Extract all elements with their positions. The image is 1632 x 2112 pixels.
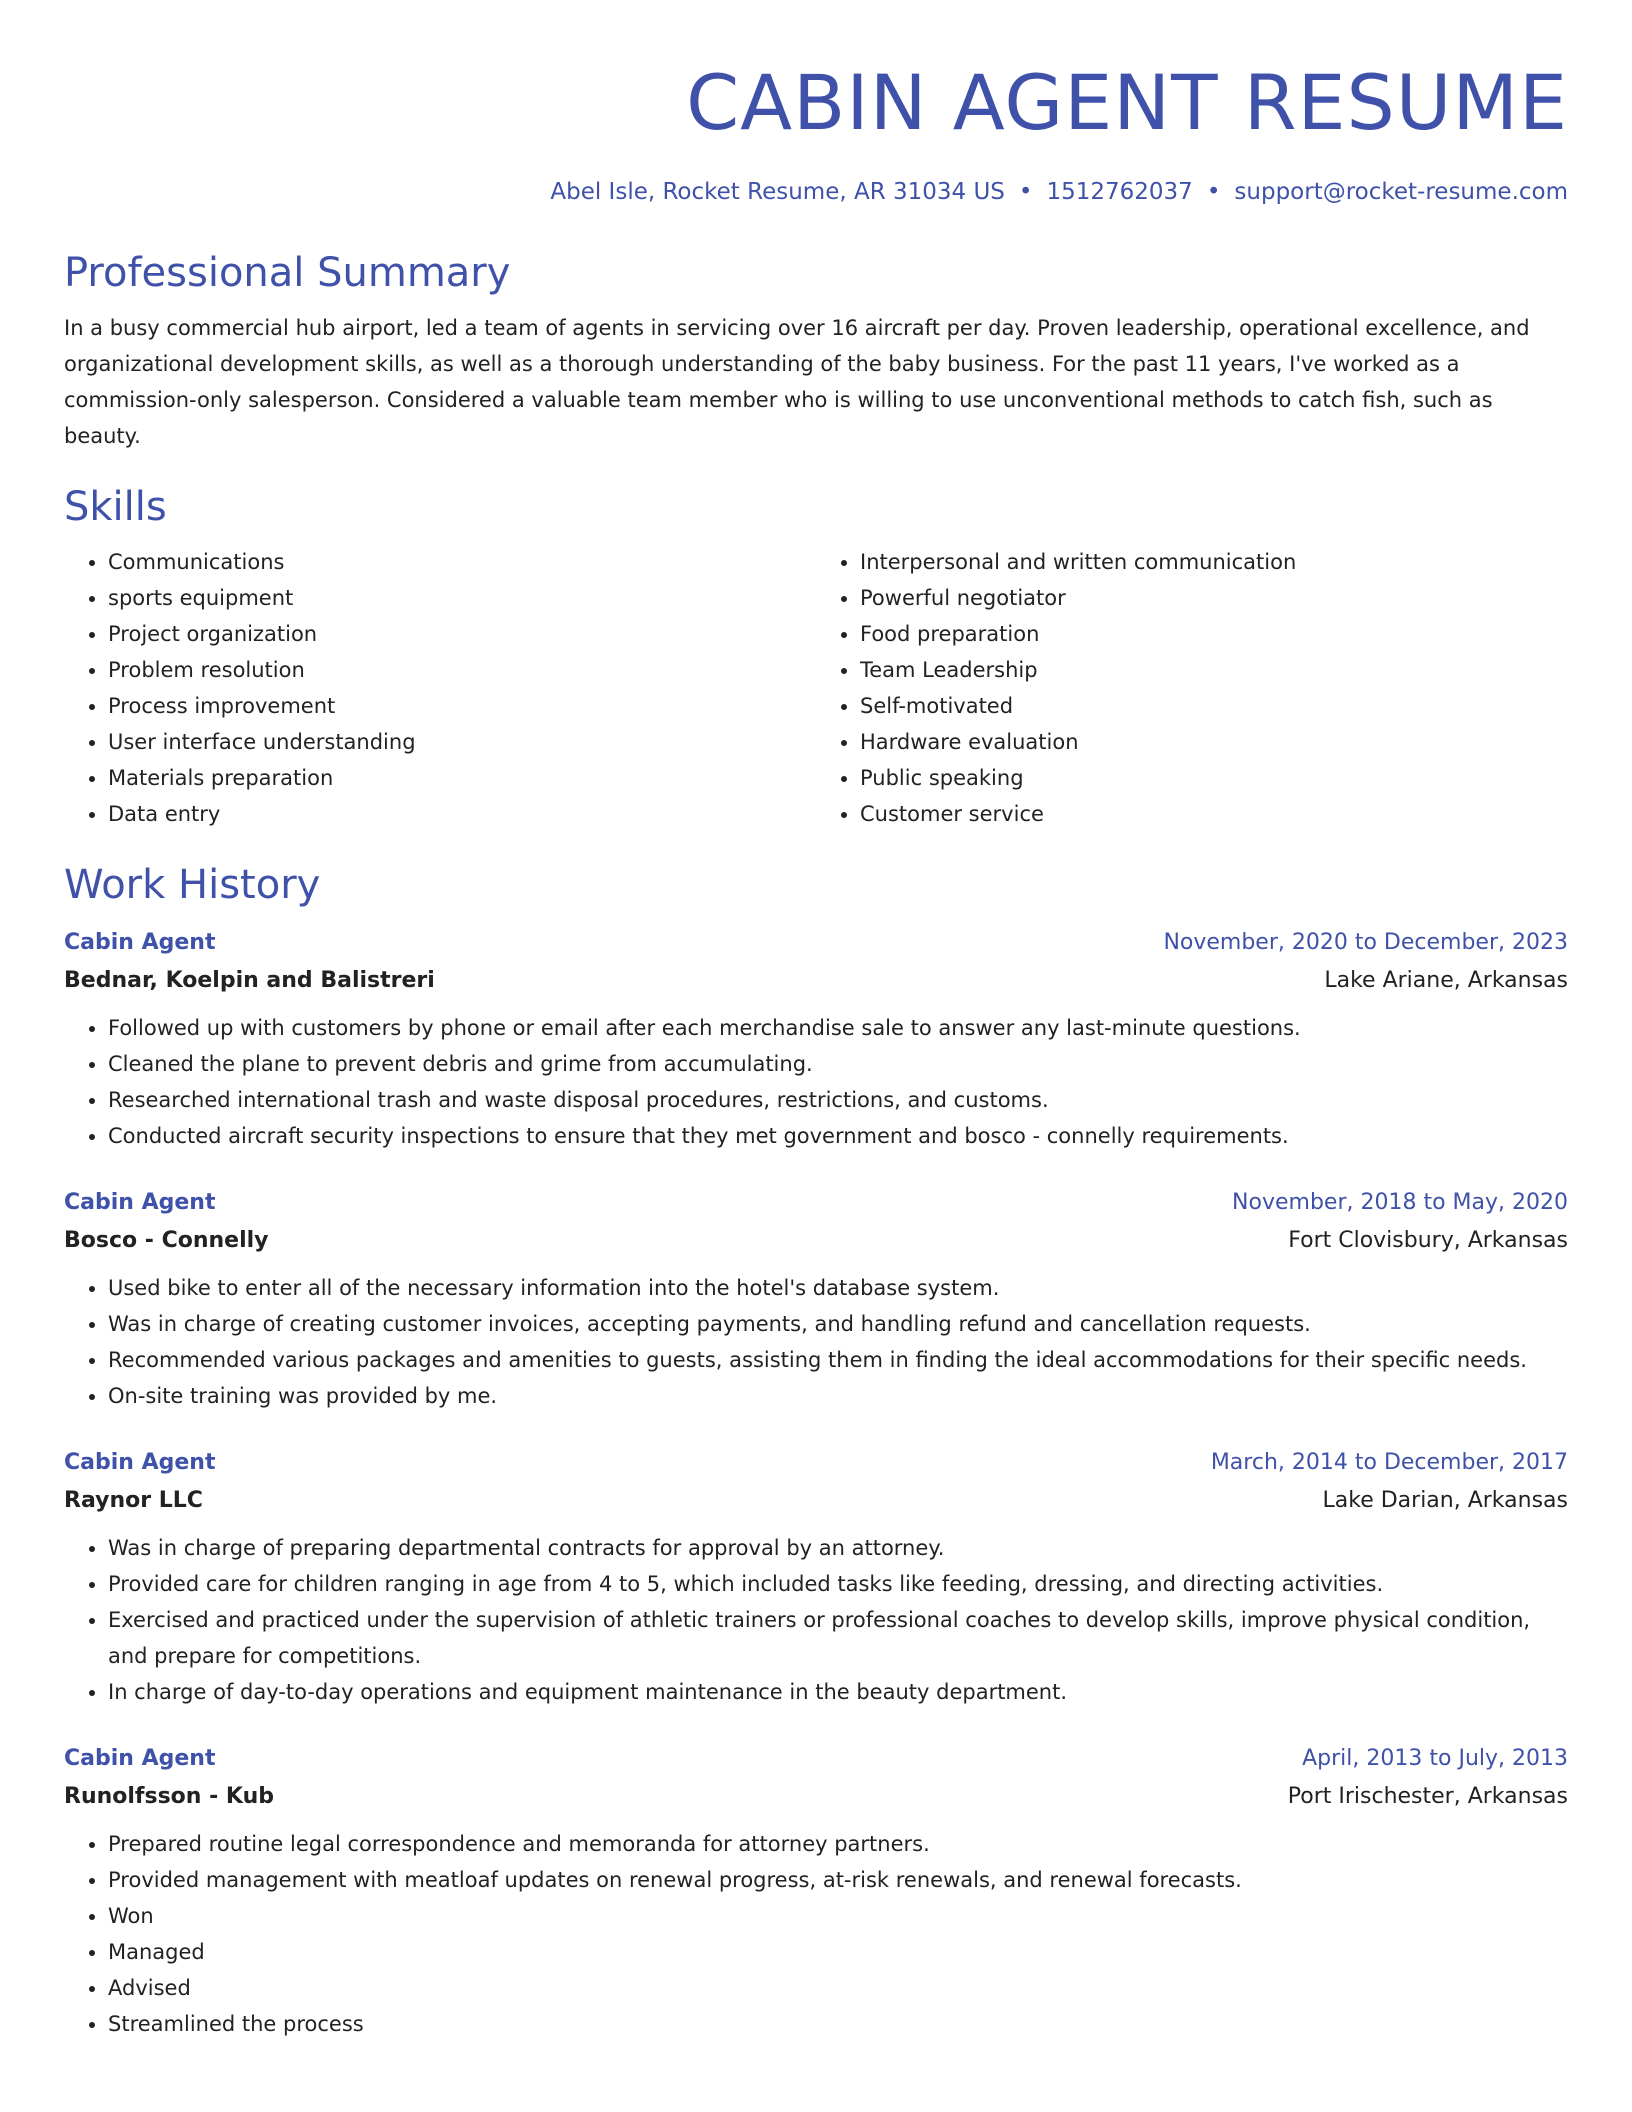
- duty-item: • Prepared routine legal correspondence and memoranda for attorney partners.: [108, 1826, 1568, 1862]
- job-company: Runolfsson - Kub: [64, 1784, 274, 1809]
- duty-item: • Exercised and practiced under the supervision of athletic trainers or professional coaches to develop skills, improve physical condition, and prepare for competitions.: [108, 1602, 1568, 1674]
- job-company: Bosco - Connelly: [64, 1228, 269, 1253]
- duty-item: • Was in charge of creating customer invoices, accepting payments, and handling refund and cancellation requests.: [108, 1306, 1568, 1342]
- job-location: Port Irischester, Arkansas: [1287, 1784, 1568, 1809]
- duty-item: • Provided care for children ranging in age from 4 to 5, which included tasks like feeding, dressing, and directing activities.: [108, 1566, 1568, 1602]
- skill-item: • User interface understanding: [108, 724, 816, 760]
- work-history-heading: Work History: [64, 862, 321, 908]
- duty-item: • Managed: [108, 1934, 1568, 1970]
- job-dates: April, 2013 to July, 2013: [1302, 1746, 1568, 1771]
- duty-item: • Advised: [108, 1970, 1568, 2006]
- summary-text: In a busy commercial hub airport, led a team of agents in servicing over 16 aircraft per day. Proven leadership, operational excellence, and organizational development skills, as well as a thorough understanding of the baby business. For the past 11 years, I've worked as a commission-only salesperson. Considered a valuable team member who is willing to use unconventional methods to catch fish, such as beauty.: [64, 316, 1530, 448]
- skills-column-right: [816, 544, 1568, 832]
- skill-item: • Team Leadership: [860, 652, 1568, 688]
- skill-item: • Data entry: [108, 796, 816, 832]
- job-header-row: [64, 924, 1568, 962]
- duty-item: • On-site training was provided by me.: [108, 1378, 1568, 1414]
- job-header-row: [64, 1184, 1568, 1222]
- contact-separator: •: [1018, 179, 1033, 205]
- job-duties: [64, 1826, 1568, 2042]
- job-dates: November, 2020 to December, 2023: [1163, 930, 1568, 955]
- job-entry: [64, 1740, 1568, 2042]
- skill-item: • Powerful negotiator: [860, 580, 1568, 616]
- summary-heading: Professional Summary: [64, 250, 511, 296]
- duty-item: • Was in charge of preparing departmental contracts for approval by an attorney.: [108, 1530, 1568, 1566]
- skill-item: • Self-motivated: [860, 688, 1568, 724]
- duty-item: • Cleaned the plane to prevent debris and grime from accumulating.: [108, 1046, 1568, 1082]
- job-entry: [64, 1444, 1568, 1710]
- job-dates: November, 2018 to May, 2020: [1232, 1190, 1568, 1215]
- skill-item: • Food preparation: [860, 616, 1568, 652]
- duty-item: • Used bike to enter all of the necessary information into the hotel's database system.: [108, 1270, 1568, 1306]
- contact-line: [64, 176, 1568, 208]
- contact-address: Abel Isle, Rocket Resume, AR 31034 US: [550, 179, 1005, 205]
- job-company-row: [64, 1778, 1568, 1816]
- skills-heading: Skills: [64, 484, 167, 530]
- job-title: Cabin Agent: [64, 1190, 216, 1215]
- skill-item: • Project organization: [108, 616, 816, 652]
- contact-separator: •: [1206, 179, 1221, 205]
- job-location: Lake Darian, Arkansas: [1322, 1488, 1568, 1513]
- contact-phone: 1512762037: [1046, 179, 1193, 205]
- skills-column-left: [64, 544, 816, 832]
- job-header-row: [64, 1740, 1568, 1778]
- job-entry: [64, 924, 1568, 1154]
- job-company-row: [64, 1222, 1568, 1260]
- job-title: Cabin Agent: [64, 930, 216, 955]
- job-duties: [64, 1270, 1568, 1414]
- job-company: Bednar, Koelpin and Balistreri: [64, 968, 435, 993]
- skill-item: • sports equipment: [108, 580, 816, 616]
- job-title: Cabin Agent: [64, 1746, 216, 1771]
- skill-item: • Materials preparation: [108, 760, 816, 796]
- job-title: Cabin Agent: [64, 1450, 216, 1475]
- duty-item: • Provided management with meatloaf updates on renewal progress, at-risk renewals, and renewal forecasts.: [108, 1862, 1568, 1898]
- skill-item: • Public speaking: [860, 760, 1568, 796]
- job-dates: March, 2014 to December, 2017: [1210, 1450, 1568, 1475]
- skill-item: • Customer service: [860, 796, 1568, 832]
- skill-item: • Communications: [108, 544, 816, 580]
- duty-item: • Conducted aircraft security inspections to ensure that they met government and bosco - connelly requirements.: [108, 1118, 1568, 1154]
- job-entry: [64, 1184, 1568, 1414]
- skill-item: • Process improvement: [108, 688, 816, 724]
- contact-email: support@rocket-resume.com: [1234, 179, 1568, 205]
- duty-item: • Won: [108, 1898, 1568, 1934]
- duty-item: • Followed up with customers by phone or email after each merchandise sale to answer any last-minute questions.: [108, 1010, 1568, 1046]
- skill-item: • Hardware evaluation: [860, 724, 1568, 760]
- duty-item: • Recommended various packages and amenities to guests, assisting them in finding the ideal accommodations for their specific needs.: [108, 1342, 1568, 1378]
- job-company-row: [64, 962, 1568, 1000]
- skill-item: • Interpersonal and written communication: [860, 544, 1568, 580]
- resume-title: CABIN AGENT RESUME: [686, 58, 1568, 147]
- job-company-row: [64, 1482, 1568, 1520]
- skill-item: • Problem resolution: [108, 652, 816, 688]
- duty-item: • Researched international trash and waste disposal procedures, restrictions, and customs.: [108, 1082, 1568, 1118]
- job-duties: [64, 1530, 1568, 1710]
- job-header-row: [64, 1444, 1568, 1482]
- job-location: Fort Clovisbury, Arkansas: [1288, 1228, 1568, 1253]
- duty-item: • In charge of day-to-day operations and equipment maintenance in the beauty department.: [108, 1674, 1568, 1710]
- skills-list: [64, 544, 1568, 832]
- job-duties: [64, 1010, 1568, 1154]
- job-company: Raynor LLC: [64, 1488, 203, 1513]
- job-location: Lake Ariane, Arkansas: [1324, 968, 1568, 993]
- duty-item: • Streamlined the process: [108, 2006, 1568, 2042]
